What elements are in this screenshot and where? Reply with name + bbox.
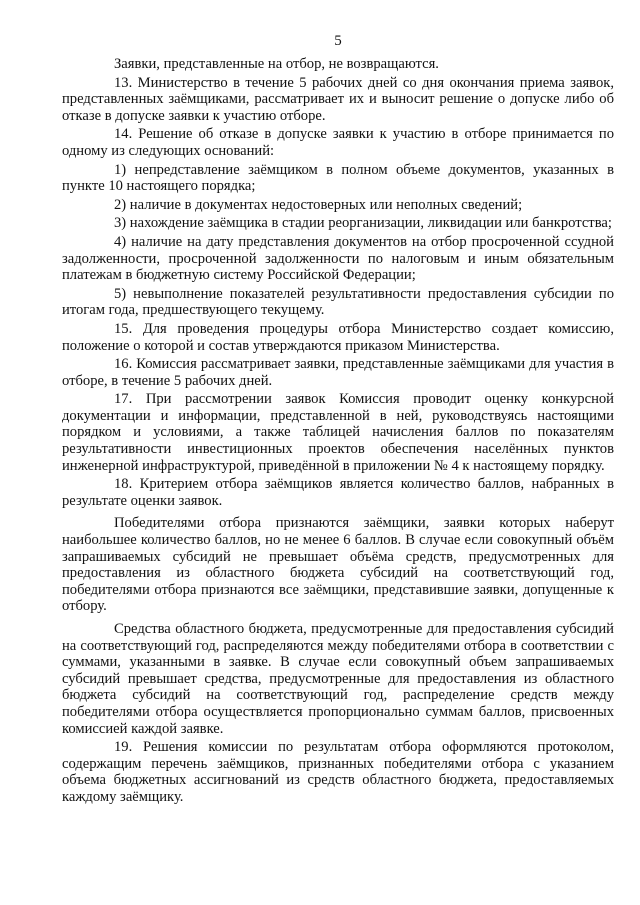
paragraph-19: 19. Решения комиссии по результатам отбора оформляются протоколом, содержащим перечень заёмщиков, признанных победителями отбора с указанием объема бюджетных ассигнований из средств областного бюджета, предоставляемых каждому заёмщику. xyxy=(62,739,614,805)
paragraph-applications-not-returned: Заявки, представленные на отбор, не возвращаются. xyxy=(114,56,439,72)
paragraph-budget-funds: Средства областного бюджета, предусмотренные для предоставления субсидий на соответствующий год, распределяются между победителями отбора в соответствии с суммами, указанными в заявке. В случае если совокупный объем запрашиваемых субсидий превышает средства, предусмотренные для предоставления из областного бюджета субсидий на соответствующий год, распределение средств между победителями отбора осуществляется пропорционально суммам баллов, присвоенных комиссией каждой заявке. xyxy=(62,621,614,737)
paragraph-17: 17. При рассмотрении заявок Комиссия проводит оценку конкурсной документации и информации, представленной в ней, руководствуясь настоящими порядком и условиями, а также таблицей начисления баллов по показателям результативности инвестиционных проектов обеспечения населённых пунктов инженерной инфраструктурой, приведённой в приложении № 4 к настоящему порядку. xyxy=(62,391,614,474)
paragraph-14: 14. Решение об отказе в допуске заявки к участию в отборе принимается по одному из следующих оснований: xyxy=(62,126,614,159)
page-number: 5 xyxy=(334,33,342,49)
paragraph-winners: Победителями отбора признаются заёмщики, заявки которых наберут наибольшее количество баллов, но не менее 6 баллов. В случае если совокупный объём запрашиваемых субсидий не превышает объёма средств, предусмотренных для предоставления из областного бюджета субсидий на соответствующий год, победителями отбора признаются все заёмщики, представившие заявки, допущенные к отбору. xyxy=(62,515,614,615)
paragraph-15: 15. Для проведения процедуры отбора Министерство создает комиссию, положение о которой и состав утверждаются приказом Министерства. xyxy=(62,320,614,354)
list-item-3: 3) нахождение заёмщика в стадии реорганизации, ликвидации или банкротства; xyxy=(114,215,612,232)
paragraph-13: 13. Министерство в течение 5 рабочих дней со дня окончания приема заявок, представленных заёмщиками, рассматривает их и выносит решение о допуске либо об отказе в допуске заявки к участию отборе. xyxy=(62,74,614,124)
list-item-1: 1) непредставление заёмщиком в полном объеме документов, указанных в пункте 10 настоящего порядка; xyxy=(62,161,614,195)
list-item-4: 4) наличие на дату представления документов на отбор просроченной ссудной задолженности, просроченной задолженности по налоговым и иным обязательным платежам в бюджетную систему Российской Федерации; xyxy=(62,233,614,284)
document-page xyxy=(62,33,614,808)
paragraph-16: 16. Комиссия рассматривает заявки, представленные заёмщиками для участия в отборе, в течение 5 рабочих дней. xyxy=(62,356,614,389)
list-item-5: 5) невыполнение показателей результативности предоставления субсидии по итогам года, предшествующего текущему. xyxy=(62,285,614,319)
paragraph-18: 18. Критерием отбора заёмщиков является количество баллов, набранных в результате оценки заявок. xyxy=(62,476,614,509)
list-item-2: 2) наличие в документах недостоверных или неполных сведений; xyxy=(114,196,523,213)
